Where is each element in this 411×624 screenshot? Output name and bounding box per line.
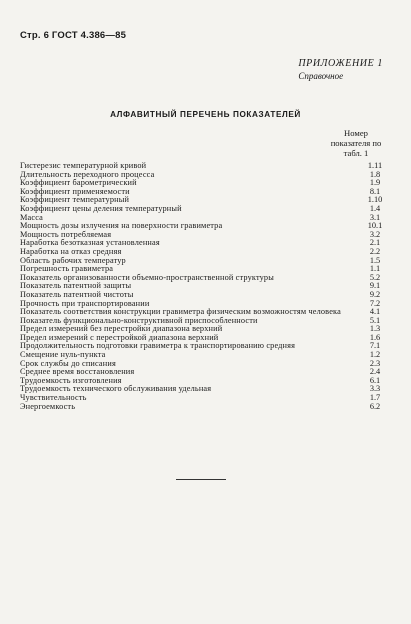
document-title: АЛФАВИТНЫЙ ПЕРЕЧЕНЬ ПОКАЗАТЕЛЕЙ [110,110,301,119]
indicator-number: 1.4 [369,203,381,213]
indicator-name: Мощность дозы излучения на поверхности гравиметра [20,221,223,231]
list-item [20,205,388,214]
indicator-number: 3.3 [369,384,381,394]
indicator-number: 2.1 [369,238,381,248]
column-header: Номер показателя по табл. 1 [330,128,382,158]
indicator-number: 1.8 [369,169,381,179]
indicator-number: 2.2 [369,246,381,256]
indicator-name: Длительность переходного процесса [20,169,155,179]
indicator-number: 1.10 [367,195,383,205]
indicator-name: Показатель патентной защиты [20,281,132,291]
indicator-name: Прочность при транспортировании [20,298,150,308]
indicator-number: 1.6 [369,332,381,342]
indicator-name: Гистерезис температурной кривой [20,161,147,170]
indicator-name: Чувствительность [20,393,87,403]
indicator-number: 10.1 [367,221,383,231]
indicator-name: Показатель функционально-конструктивной приспособленности [20,315,258,325]
indicator-name: Энергоемкость [20,401,76,411]
indicator-number: 3.2 [369,229,381,239]
indicator-number: 1.1 [369,264,381,274]
list-item [20,394,388,403]
indicator-name: Погрешность гравиметра [20,264,114,274]
indicator-number: 1.9 [369,178,381,188]
indicator-name: Смещение нуль-пункта [20,350,106,360]
appendix-title: ПРИЛОЖЕНИЕ 1 [298,58,383,69]
indicator-number: 1.7 [369,393,381,403]
list-item [20,403,388,412]
indicator-list [20,162,388,411]
indicator-number: 1.2 [369,350,381,360]
indicator-name: Коэффициент барометрический [20,178,137,188]
appendix-subtitle: Справочное [298,71,344,81]
indicator-number: 2.4 [369,367,381,377]
indicator-name: Трудоемкость изготовления [20,375,122,385]
indicator-name: Коэффициент температурный [20,195,130,205]
indicator-name: Коэффициент цены деления температурный [20,203,182,213]
indicator-name: Показатель патентной чистоты [20,289,134,299]
closing-rule [176,479,226,480]
indicator-number: 8.1 [369,186,381,196]
indicator-name: Показатель соответствия конструкции гравиметра физическим возможностям человека [20,307,341,317]
indicator-name: Среднее время восстановления [20,367,135,377]
indicator-number: 1.5 [369,255,381,265]
indicator-name: Показатель организованности объемно-пространственной структуры [20,272,274,282]
indicator-number: 1.11 [367,161,383,170]
indicator-number: 7.1 [369,341,381,351]
indicator-number: 1.3 [369,324,381,334]
indicator-name: Предел измерений без перестройки диапазона верхний [20,324,223,334]
indicator-number: 2.3 [369,358,381,368]
indicator-name: Трудоемкость технического обслуживания удельная [20,384,212,394]
indicator-name: Коэффициент применяемости [20,186,130,196]
indicator-number: 5.1 [369,315,381,325]
appendix-label [298,58,383,81]
indicator-number: 6.1 [369,375,381,385]
indicator-number: 4.1 [369,307,381,317]
indicator-name: Срок службы до списания [20,358,116,368]
indicator-number: 9.2 [369,289,381,299]
indicator-number: 7.2 [369,298,381,308]
indicator-name: Предел измерений с перестройкой диапазона верхний [20,332,219,342]
indicator-number: 9.1 [369,281,381,291]
indicator-name: Мощность потребляемая [20,229,112,239]
indicator-name: Продолжительность подготовки гравиметра к транспортированию средняя [20,341,296,351]
indicator-number: 6.2 [369,401,381,411]
indicator-number: 5.2 [369,272,381,282]
indicator-number: 3.1 [369,212,381,222]
indicator-name: Наработка безотказная установленная [20,238,160,248]
indicator-name: Масса [20,212,43,222]
indicator-name: Область рабочих температур [20,255,126,265]
page-header: Стр. 6 ГОСТ 4.386—85 [20,30,127,41]
indicator-name: Наработка на отказ средняя [20,246,122,256]
